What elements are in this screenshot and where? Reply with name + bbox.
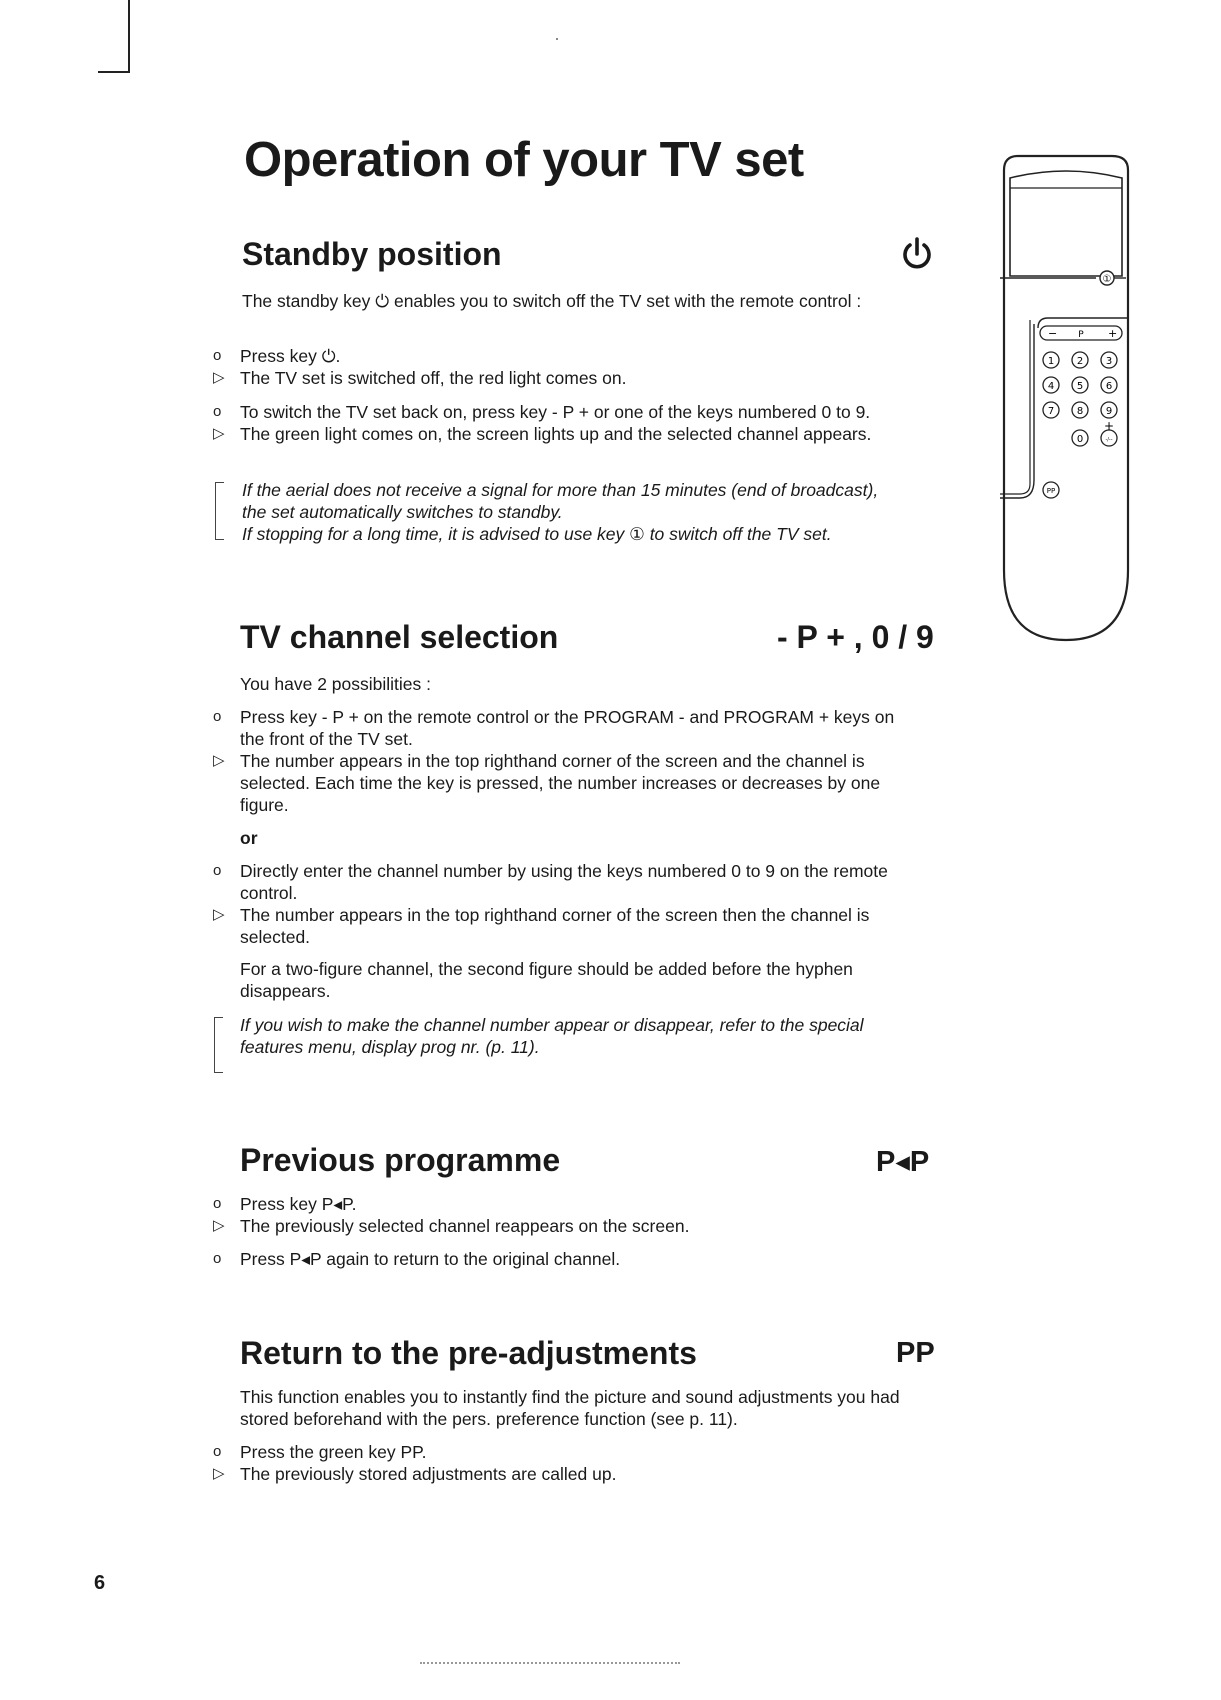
step-text: Press key P◂P. (240, 1194, 357, 1214)
channel-step-2 (213, 750, 933, 816)
step-text: The number appears in the top righthand corner of the screen then the channel is selected. (240, 905, 870, 947)
channel-heading: TV channel selection (240, 619, 559, 655)
step-text: To switch the TV set back on, press key - P + or one of the keys numbered 0 to 9. (240, 402, 871, 422)
remote-key-4: 4 (1047, 381, 1055, 392)
crop-mark-vertical (128, 0, 130, 72)
standby-note: If the aerial does not receive a signal for more than 15 minutes (end of broadcast), the set automatically switches to standby. (242, 480, 879, 522)
step-text: Directly enter the channel number by using the keys numbered 0 to 9 on the remote control. (240, 861, 888, 903)
previous-heading: Previous programme (240, 1142, 561, 1178)
preadjust-step-2 (213, 1463, 933, 1485)
page-number: 6 (94, 1572, 106, 1594)
step-marker: o (213, 1443, 222, 1460)
channel-step-1 (213, 706, 933, 750)
standby-step-4 (213, 423, 933, 445)
standby-step-3 (213, 401, 933, 423)
previous-symbol: P◂P (876, 1146, 930, 1178)
remote-control-illustration (996, 150, 1136, 650)
step-marker: o (213, 403, 222, 420)
step-marker: ▷ (213, 752, 225, 769)
previous-step-1 (213, 1193, 933, 1215)
channel-step-4 (213, 904, 933, 948)
preadjust-step-1 (213, 1441, 933, 1463)
channel-or (213, 827, 933, 849)
step-text: Press key ⏻. (240, 346, 341, 366)
remote-key-1: 1 (1047, 356, 1055, 367)
step-text: The previously selected channel reappears on the screen. (240, 1216, 690, 1236)
note-bracket (214, 1017, 223, 1073)
step-marker: o (213, 347, 222, 364)
remote-body (1004, 156, 1128, 640)
step-marker: o (213, 1250, 222, 1267)
remote-key-8: 8 (1076, 406, 1084, 417)
step-text: Press P◂P again to return to the original channel. (240, 1249, 621, 1269)
remote-pp-key: PP (1046, 487, 1056, 495)
step-text: The green light comes on, the screen lights up and the selected channel appears. (240, 424, 872, 444)
step-marker: ▷ (213, 369, 225, 386)
power-icon (899, 236, 937, 274)
channel-intro: You have 2 possibilities : (240, 674, 432, 694)
remote-key-digits-toggle: -/-- (1105, 437, 1113, 443)
preadjust-heading: Return to the pre-adjustments (240, 1335, 697, 1371)
page-title: Operation of your TV set (244, 133, 804, 187)
preadjust-symbol: PP (896, 1337, 935, 1369)
channel-step-3 (213, 860, 933, 904)
remote-key-5: 5 (1076, 381, 1084, 392)
remote-p-label: P (1078, 330, 1084, 340)
step-marker: ▷ (213, 1465, 225, 1482)
remote-key-2: 2 (1076, 356, 1084, 367)
step-marker: o (213, 1195, 222, 1212)
remote-power-key-label: ① (1102, 274, 1112, 285)
scan-speck (556, 38, 558, 40)
scan-noise (420, 1662, 680, 1666)
remote-p-minus: − (1048, 327, 1058, 340)
remote-key-7: 7 (1047, 406, 1055, 417)
standby-step-1 (213, 345, 933, 367)
standby-intro: The standby key ⏻ enables you to switch off the TV set with the remote control : (242, 291, 862, 311)
step-marker: o (213, 862, 222, 879)
step-marker: ▷ (213, 906, 225, 923)
remote-key-0: 0 (1076, 434, 1084, 445)
step-marker: o (213, 708, 222, 725)
standby-heading: Standby position (242, 236, 502, 272)
standby-note-2: If stopping for a long time, it is advised to use key ① to switch off the TV set. (242, 524, 832, 544)
crop-mark-horizontal (98, 71, 130, 73)
channel-note: If you wish to make the channel number appear or disappear, refer to the special features menu, display prog nr. (p. 11). (240, 1015, 864, 1057)
step-text: or (240, 828, 258, 848)
standby-step-2 (213, 367, 933, 389)
step-marker: ▷ (213, 425, 225, 442)
channel-symbol: - P + , 0 / 9 (777, 619, 934, 655)
step-text: The previously stored adjustments are called up. (240, 1464, 617, 1484)
step-text: Press key - P + on the remote control or the PROGRAM - and PROGRAM + keys on the front of the TV set. (240, 707, 895, 749)
previous-step-3 (213, 1248, 933, 1270)
remote-key-3: 3 (1105, 356, 1113, 367)
step-text: For a two-figure channel, the second figure should be added before the hyphen disappears. (240, 959, 853, 1001)
remote-key-9: 9 (1105, 406, 1113, 417)
step-text: The number appears in the top righthand corner of the screen and the channel is selected. Each time the key is pressed, the number increases or decreases by one figure. (240, 751, 881, 815)
preadjust-intro: This function enables you to instantly find the picture and sound adjustments you had stored beforehand with the pers. preference function (see p. 11). (240, 1387, 900, 1429)
previous-step-2 (213, 1215, 933, 1237)
remote-key-6: 6 (1105, 381, 1113, 392)
step-marker: ▷ (213, 1217, 225, 1234)
note-bracket (215, 482, 224, 540)
step-text: The TV set is switched off, the red light comes on. (240, 368, 627, 388)
remote-p-plus: + (1108, 327, 1118, 340)
remote-plus-mark: + (1103, 419, 1115, 433)
step-text: Press the green key PP. (240, 1442, 427, 1462)
channel-step-5 (213, 958, 933, 1002)
